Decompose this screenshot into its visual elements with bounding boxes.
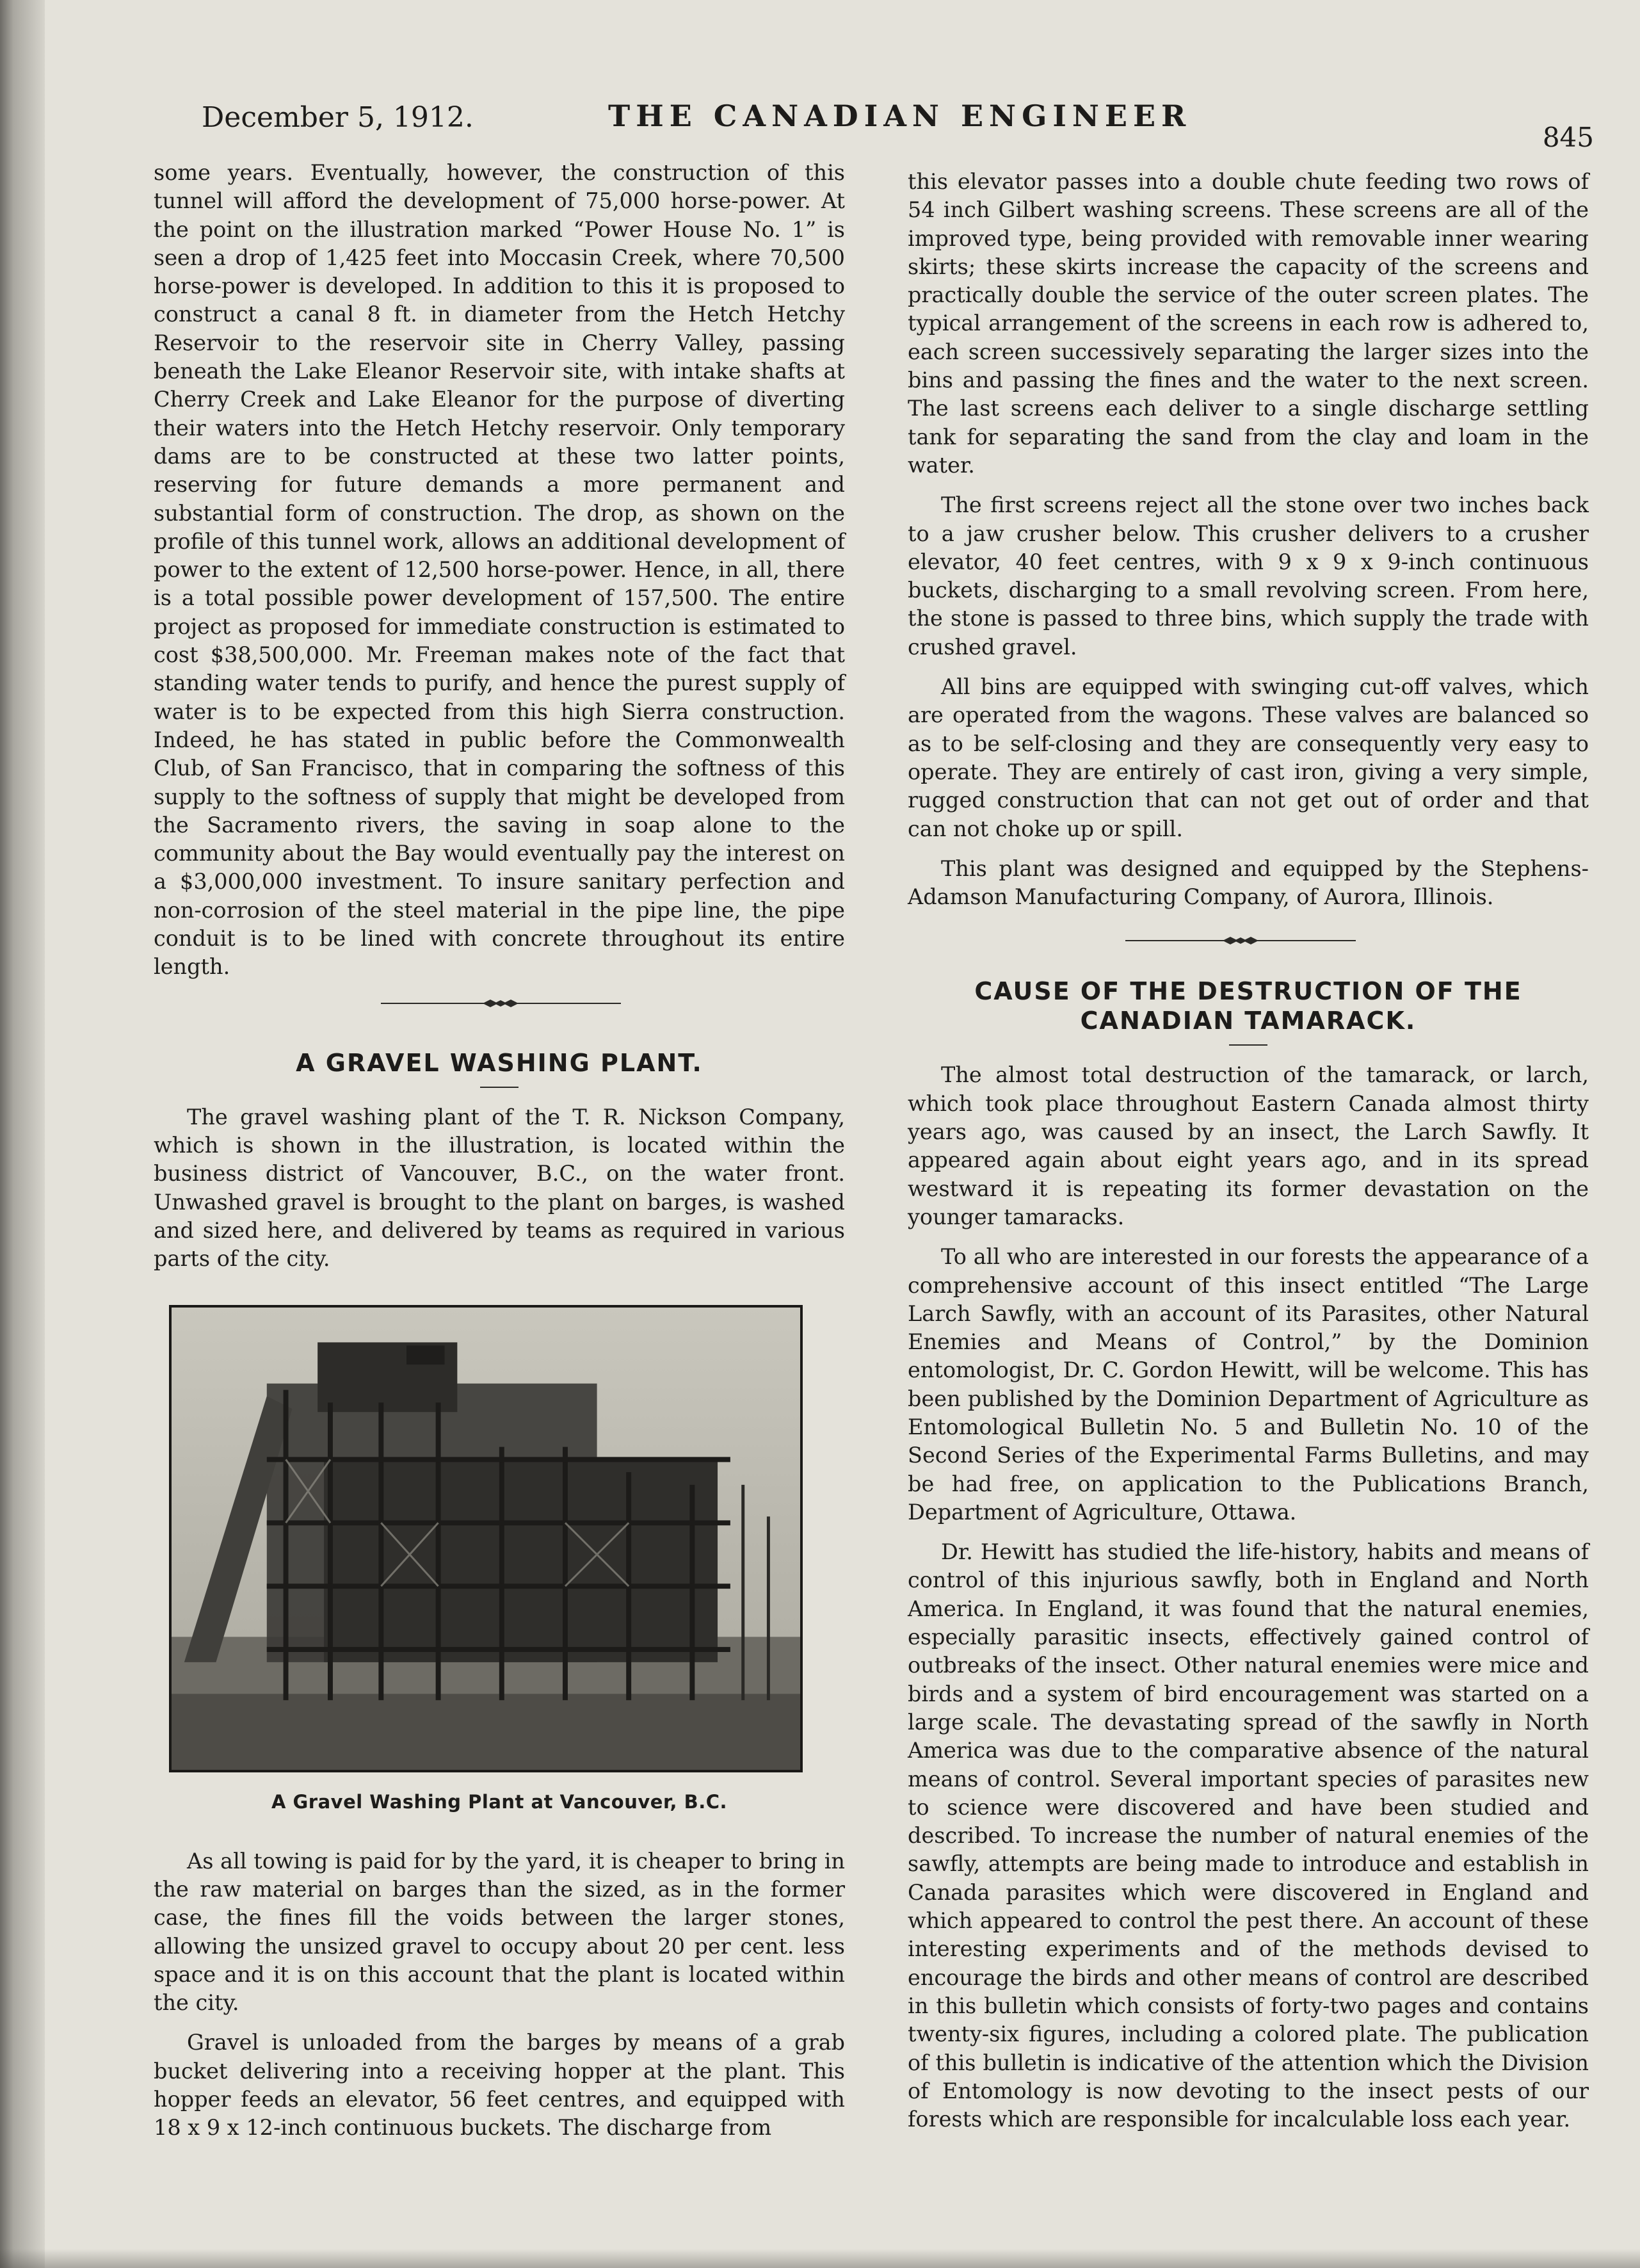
heading-rule xyxy=(1229,1044,1267,1046)
towing-paragraph: As all towing is paid for by the yard, it is cheaper to bring in the raw material on barges than the sized, as in the former case, the fines fill the voids between the larger stones, allowing the unsized gravel to occupy about 20 per cent. less space and it is on this account that the plant is located within the city. xyxy=(154,1848,845,2016)
crusher-paragraph: The first screens reject all the stone over two inches back to a jaw crusher below. This crusher delivers to a crusher elevator, 40 feet centres, with 9 x 9 x 9-inch continuous buckets, discharging to a small revolving screen. From here, the stone is passed to three bins, which supply the trade with crushed gravel. xyxy=(908,492,1589,660)
divider-ornament-icon xyxy=(1221,936,1260,946)
manufacturer-paragraph: This plant was designed and equipped by the Stephens-Adamson Manufacturing Company, of Aurora, Illinois. xyxy=(908,855,1589,910)
hetch-hetchy-paragraph: some years. Eventually, however, the construction of this tunnel will afford the development of 75,000 horse-power. At the point on the illustration marked “Power House No. 1” is seen a drop of 1,425 feet into Moccasin Creek, where 70,500 horse-power is developed. In addition to this it is proposed to construct a canal 8 ft. in diameter from the Hetch Hetchy Reservoir to the reservoir site in Cherry Valley, passing beneath the Lake Eleanor Reservoir site, with intake shafts at Cherry Creek and Lake Eleanor for the purpose of diverting their waters into the Hetch Hetchy reservoir. Only temporary dams are to be constructed at these two latter points, reserving for future demands a more permanent and substantial form of construction. The drop, as shown on the profile of this tunnel work, allows an additional development of power to the extent of 12,500 horse-power. Hence, in all, there is a total possible power development of 157,500. The entire project as proposed for immediate construction is estimated to cost $38,500,000. Mr. Freeman makes note of the fact that standing water tends to purify, and hence the purest supply of water is to be expected from this high Sierra construction. Indeed, he has stated in public before the Commonwealth Club, of San Francisco, that in comparing the softness of this supply to the softness of supply that might be developed from the Sacramento rivers, the saving in soap alone to the community about the Bay would eventually pay the interest on a $3,000,000 investment. To insure sanitary perfection and non-corrosion of the steel material in the pipe line, the pipe conduit is to be lined with concrete throughout its entire length. xyxy=(154,160,845,980)
running-header xyxy=(147,96,1594,154)
screens-paragraph: this elevator passes into a double chute feeding two rows of 54 inch Gilbert washing screens. These screens are all of the improved type, being provided with removable inner wearing skirts; these skirts increase the capacity of the screens and practically double the service of the outer screen plates. The typical arrangement of the screens in each row is adhered to, each screen successively separating the larger sizes into the bins and passing the fines and the water to the next screen. The last screens each deliver to a single discharge settling tank for separating the sand from the clay and loam in the water. xyxy=(908,169,1589,478)
valves-paragraph: All bins are equipped with swinging cut-off valves, which are operated from the wagons. These valves are balanced so as to be self-closing and they are consequently very easy to operate. They are entirely of cast iron, giving a very simple, rugged construction that can not get out of order and that can not choke up or spill. xyxy=(908,674,1589,841)
heading-rule xyxy=(480,1087,519,1088)
page-binding-shadow xyxy=(0,0,45,2268)
bulletin-paragraph: To all who are interested in our forests the appearance of a comprehensive account of this insect entitled “The Large Larch Sawfly, with an account of its Parasites, other Natural Enemies and Means of Control,” by the Dominion entomologist, Dr. C. Gordon Hewitt, will be welcome. This has been published by the Dominion Department of Agriculture as Entomological Bulletin No. 5 and Bulletin No. 10 of the Second Series of the Experimental Farms Bulletins, and may be had free, on application to the Publications Branch, Department of Agriculture, Ottawa. xyxy=(908,1244,1589,1525)
gravel-plant-photo xyxy=(169,1305,803,1772)
journal-title: THE CANADIAN ENGINEER xyxy=(608,99,1192,133)
unloading-paragraph: Gravel is unloaded from the barges by means of a grab bucket delivering into a receiving hopper at the plant. This hopper feeds an elevator, 56 feet centres, and equipped with 18 x 9 x 12-inch continuous buckets. The discharge from xyxy=(154,2030,845,2141)
issue-date: December 5, 1912. xyxy=(202,101,474,134)
section-divider xyxy=(908,928,1589,953)
section-divider xyxy=(154,991,845,1016)
page-bottom-shadow xyxy=(0,2249,1640,2268)
tamarack-heading-line-1: CAUSE OF THE DESTRUCTION OF THE xyxy=(974,977,1522,1006)
right-column xyxy=(908,168,1589,2134)
tamarack-intro-paragraph: The almost total destruction of the tamarack, or larch, which took place throughout Eastern Canada almost thirty years ago, was caused by an insect, the Larch Sawfly. It appeared again about eight years ago, and in its spread westward it is repeating its former devastation on the younger tamaracks. xyxy=(908,1062,1589,1229)
gravel-plant-heading: A GRAVEL WASHING PLANT. xyxy=(296,1048,703,1077)
page-number: 845 xyxy=(1542,122,1594,153)
hewitt-paragraph: Dr. Hewitt has studied the life-history, habits and means of control of this injurious sawfly, both in England and North America. In England, it was found that the natural enemies, especially parasitic insects, effectively gained control of outbreaks of the insect. Other natural enemies were mice and birds and a system of bird encouragement was started on a large scale. The devastating spread of the sawfly in North America was due to the comparative absence of the natural means of control. Several important species of parasites new to science were discovered and have been studied and described. To increase the number of natural enemies of the sawfly, attempts are being made to introduce and establish in Canada parasites which were discovered in England and which appeared to control the pest there. An account of these interesting experiments and of the methods devised to encourage the birds and other means of control are described in this bulletin which consists of forty-two pages and contains twenty-six figures, including a colored plate. The publication of this bulletin is indicative of the attention which the Division of Entomology is now devoting to the insect pests of our forests which are responsible for incalculable loss each year. xyxy=(908,1539,1589,2132)
photo-caption: A Gravel Washing Plant at Vancouver, B.C. xyxy=(271,1791,728,1813)
gravel-intro-paragraph: The gravel washing plant of the T. R. Nickson Company, which is shown in the illustration, is located within the business district of Vancouver, B.C., on the water front. Unwashed gravel is brought to the plant on barges, is washed and sized here, and delivered by teams as required in various parts of the city. xyxy=(154,1104,845,1272)
left-column xyxy=(154,159,845,2142)
divider-ornament-icon xyxy=(481,998,520,1008)
tamarack-heading-line-2: CANADIAN TAMARACK. xyxy=(1080,1007,1417,1035)
